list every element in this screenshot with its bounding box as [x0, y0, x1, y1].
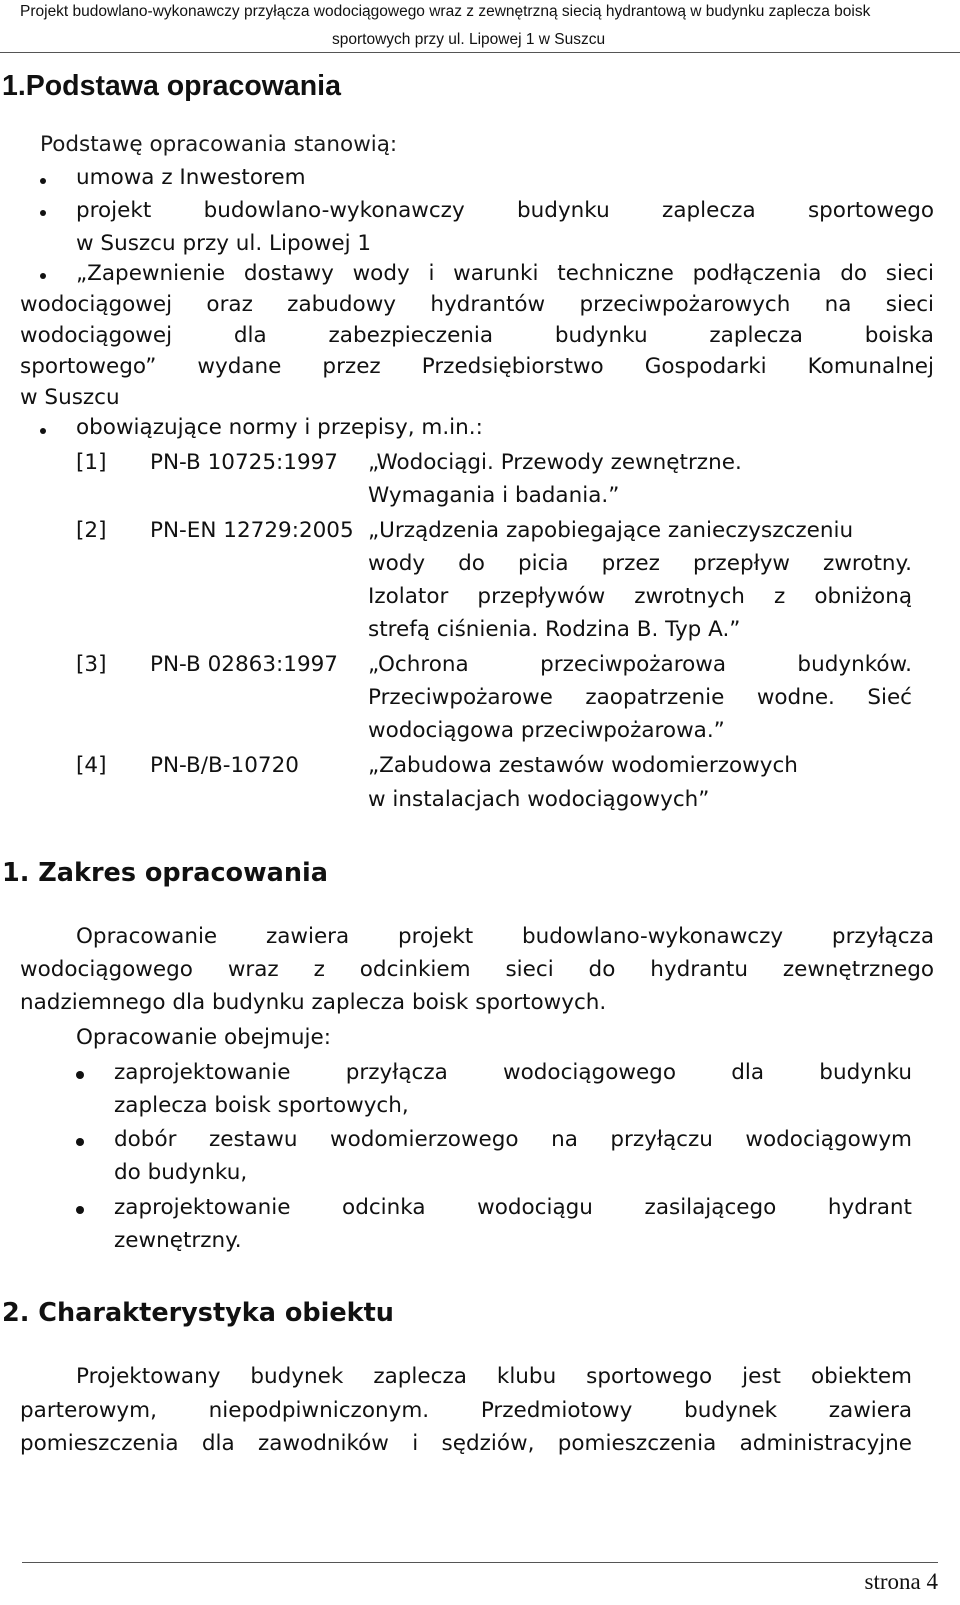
bullet-icon	[76, 1071, 84, 1079]
bullet-icon	[40, 428, 46, 434]
paragraph-line: pomieszczenia dla zawodników i sędziów, pomieszczenia administracyjne	[20, 1431, 912, 1456]
norm-number: [4]	[76, 753, 107, 778]
section-heading: 1. Zakres opracowania	[2, 858, 328, 888]
list-item-continuation: zewnętrzny.	[114, 1228, 242, 1253]
norm-title: „Zabudowa zestawów wodomierzowych	[368, 753, 798, 778]
norm-title: „Wodociągi. Przewody zewnętrzne.	[368, 450, 742, 475]
bullet-icon	[76, 1206, 84, 1214]
paragraph-line: parterowym, niepodpiwniczonym. Przedmiotowy budynek zawiera	[20, 1398, 912, 1423]
list-item-continuation: sportowego” wydane przez Przedsiębiorstwo Gospodarki Komunalnej	[20, 354, 934, 379]
norm-title: wodociągowa przeciwpożarowa.”	[368, 718, 725, 743]
intro-text: Podstawę opracowania stanowią:	[40, 132, 398, 157]
norm-number: [3]	[76, 652, 107, 677]
list-item: zaprojektowanie przyłącza wodociągowego dla budynku	[114, 1060, 912, 1085]
norm-code: PN-B/B-10720	[150, 753, 299, 778]
norm-title: wody do picia przez przepływ zwrotny.	[368, 551, 912, 576]
bullet-icon	[40, 210, 46, 216]
section-heading: 1.Podstawa opracowania	[2, 70, 341, 102]
paragraph-line: nadziemnego dla budynku zaplecza boisk sportowych.	[20, 990, 607, 1015]
list-item: zaprojektowanie odcinka wodociągu zasilającego hydrant	[114, 1195, 912, 1220]
norm-title: Wymagania i badania.”	[368, 483, 620, 508]
paragraph-line: Opracowanie zawiera projekt budowlano-wykonawczy przyłącza	[76, 924, 934, 949]
section-heading: 2. Charakterystyka obiektu	[2, 1298, 394, 1328]
footer-divider	[22, 1562, 938, 1563]
list-item: dobór zestawu wodomierzowego na przyłączu wodociągowym	[114, 1127, 912, 1152]
norm-title: Izolator przepływów zwrotnych z obniżoną	[368, 584, 912, 609]
header-line-1: Projekt budowlano-wykonawczy przyłącza wodociągowego wraz z zewnętrzną siecią hydrantową w budynku zaplecza boisk	[20, 3, 871, 20]
norm-code: PN-EN 12729:2005	[150, 518, 354, 543]
list-item-continuation: w Suszcu	[20, 385, 120, 410]
norm-number: [2]	[76, 518, 107, 543]
bullet-icon	[40, 273, 46, 279]
list-item: „Zapewnienie dostawy wody i warunki techniczne podłączenia do sieci	[76, 261, 934, 286]
norm-title: „Urządzenia zapobiegające zanieczyszczeniu	[368, 518, 854, 543]
header-line-2: sportowych przy ul. Lipowej 1 w Suszcu	[332, 31, 606, 48]
list-item: obowiązujące normy i przepisy, m.in.:	[76, 415, 483, 440]
norm-title: Przeciwpożarowe zaopatrzenie wodne. Sieć	[368, 685, 912, 710]
bullet-icon	[40, 178, 46, 184]
page-number: strona 4	[864, 1569, 938, 1594]
paragraph-line: wodociągowego wraz z odcinkiem sieci do hydrantu zewnętrznego	[20, 957, 934, 982]
norm-number: [1]	[76, 450, 107, 475]
norm-title: strefą ciśnienia. Rodzina B. Typ A.”	[368, 617, 741, 642]
intro-text: Opracowanie obejmuje:	[76, 1025, 331, 1050]
list-item-continuation: zaplecza boisk sportowych,	[114, 1093, 409, 1118]
list-item-continuation: w Suszcu przy ul. Lipowej 1	[76, 231, 372, 256]
list-item-continuation: do budynku,	[114, 1160, 248, 1185]
norm-code: PN-B 10725:1997	[150, 450, 338, 475]
list-item: umowa z Inwestorem	[76, 165, 306, 190]
list-item: projekt budowlano-wykonawczy budynku zaplecza sportowego	[76, 198, 934, 223]
page-header	[0, 0, 960, 53]
norm-title: w instalacjach wodociągowych”	[368, 787, 710, 812]
bullet-icon	[76, 1138, 84, 1146]
paragraph-line: Projektowany budynek zaplecza klubu sportowego jest obiektem	[76, 1364, 912, 1389]
list-item-continuation: wodociągowej dla zabezpieczenia budynku zaplecza boiska	[20, 323, 934, 348]
norm-title: „Ochrona przeciwpożarowa budynków.	[368, 652, 912, 677]
norm-code: PN-B 02863:1997	[150, 652, 338, 677]
list-item-continuation: wodociągowej oraz zabudowy hydrantów przeciwpożarowych na sieci	[20, 292, 934, 317]
